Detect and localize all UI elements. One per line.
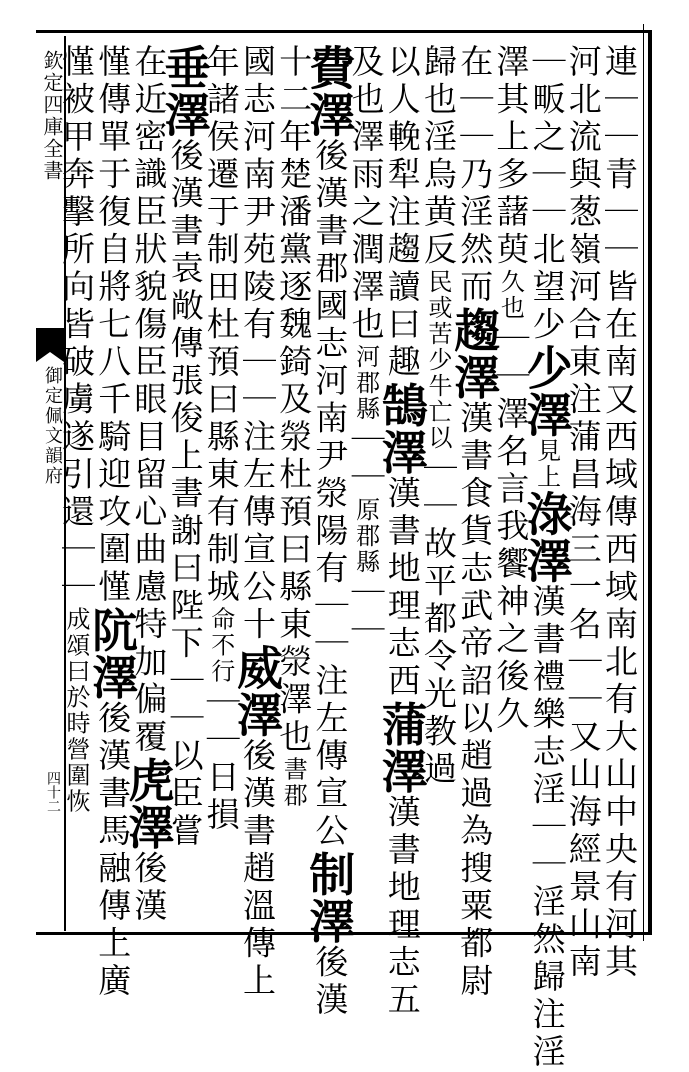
annotation-text: 久也 [496, 269, 525, 321]
body-text: 澤其上多藷萸 [491, 44, 531, 269]
book-title: 御定佩文韻府 [42, 366, 63, 486]
body-text: 十二年楚潘黨逐魏錡及滎杜預曰縣東滎澤也 [274, 44, 314, 757]
body-text: 以人輓犁注趨讀曰趣 [382, 44, 422, 382]
body-text: 歸也淫烏黄反 [419, 44, 458, 269]
body-text: 後漢書郡國志河南尹滎陽有｜｜注左傳宣公 [310, 138, 350, 851]
body-text: 漢書地理志西 [382, 475, 422, 701]
body-text: 漢書地理志五 [382, 794, 422, 1020]
annotation-text: 原郡縣 [351, 497, 380, 575]
entry-headword: 虎澤 [121, 756, 176, 851]
text-column [53, 44, 99, 924]
body-text: 漢書禮樂志淫｜｜淫然歸注淫 [527, 584, 567, 1072]
body-text: ｜畈之｜｜北望少 [527, 44, 567, 344]
body-text: 慬被甲奔擊所向皆破虜遂引還｜｜ [57, 44, 96, 607]
annotation-text: 見上 [532, 438, 561, 490]
entry-headword: 制澤 [302, 850, 357, 945]
annotation-text: 民或苦少牛亡以 [424, 269, 452, 451]
entry-headword: 淥澤 [519, 490, 574, 584]
body-text: ｜｜澤名言我饗神之後久 [491, 321, 531, 734]
entry-headword: 威澤 [230, 644, 284, 738]
body-text: 河北流與葱嶺河合東注蒲昌海三一名｜｜又山海經景山南 [563, 44, 603, 982]
folio-number: 四十二 [45, 771, 61, 813]
annotation-text: 書郡 [279, 756, 308, 809]
body-text: 連｜｜青｜｜皆在南又西域傳西域南北有大山中央有河其 [600, 44, 639, 982]
annotation-text: 成頌曰於時營圍恢 [62, 606, 90, 815]
annotation-text: 命不行 [206, 606, 235, 685]
entry-headword: 蒲澤 [374, 700, 429, 795]
body-text: 後漢 [310, 944, 350, 1020]
body-text: ｜｜ [346, 575, 386, 650]
body-text: 後漢書袁敞傳張俊上書謝曰陛下｜｜以臣嘗 [165, 138, 205, 851]
body-text: 後漢書趙溫傳上 [238, 738, 277, 1001]
body-text: 在近密識臣狀貌傷臣眼目留心曲慮特加偏覆 [129, 44, 169, 757]
annotation-text: 河郡縣 [351, 344, 380, 422]
body-text: 後漢書馬融傳上廣 [93, 700, 133, 1001]
body-text: 國志河南尹苑陵有｜｜注左傳宣公十 [238, 44, 277, 644]
entry-headword: 阬澤 [85, 606, 140, 701]
collection-title: 欽定四庫全書 [40, 50, 64, 182]
body-text: 年諸侯遷于制田杜預曰縣東有制城 [201, 44, 241, 607]
body-text: 後漢 [129, 850, 169, 926]
body-text: 在｜｜乃淫然而 [455, 44, 495, 307]
body-text: 慬傳單于復自將七八千騎迎攻圍慬 [93, 44, 133, 607]
entry-headword: 少澤 [519, 344, 574, 438]
entry-headword: 趨澤 [447, 306, 502, 401]
entry-headword: 垂澤 [157, 44, 212, 138]
body-text: 漢書食貨志武帝詔以趙過為搜粟都尉 [455, 400, 495, 1001]
body-text: ｜｜故平都令光教過 [419, 451, 458, 789]
body-text: ｜｜日損 [201, 684, 241, 835]
entry-headword: 鵠澤 [374, 381, 429, 476]
entry-headword: 費澤 [302, 44, 357, 138]
body-text: 及也澤雨之潤澤也 [346, 44, 386, 344]
body-text: ｜｜ [346, 422, 386, 497]
